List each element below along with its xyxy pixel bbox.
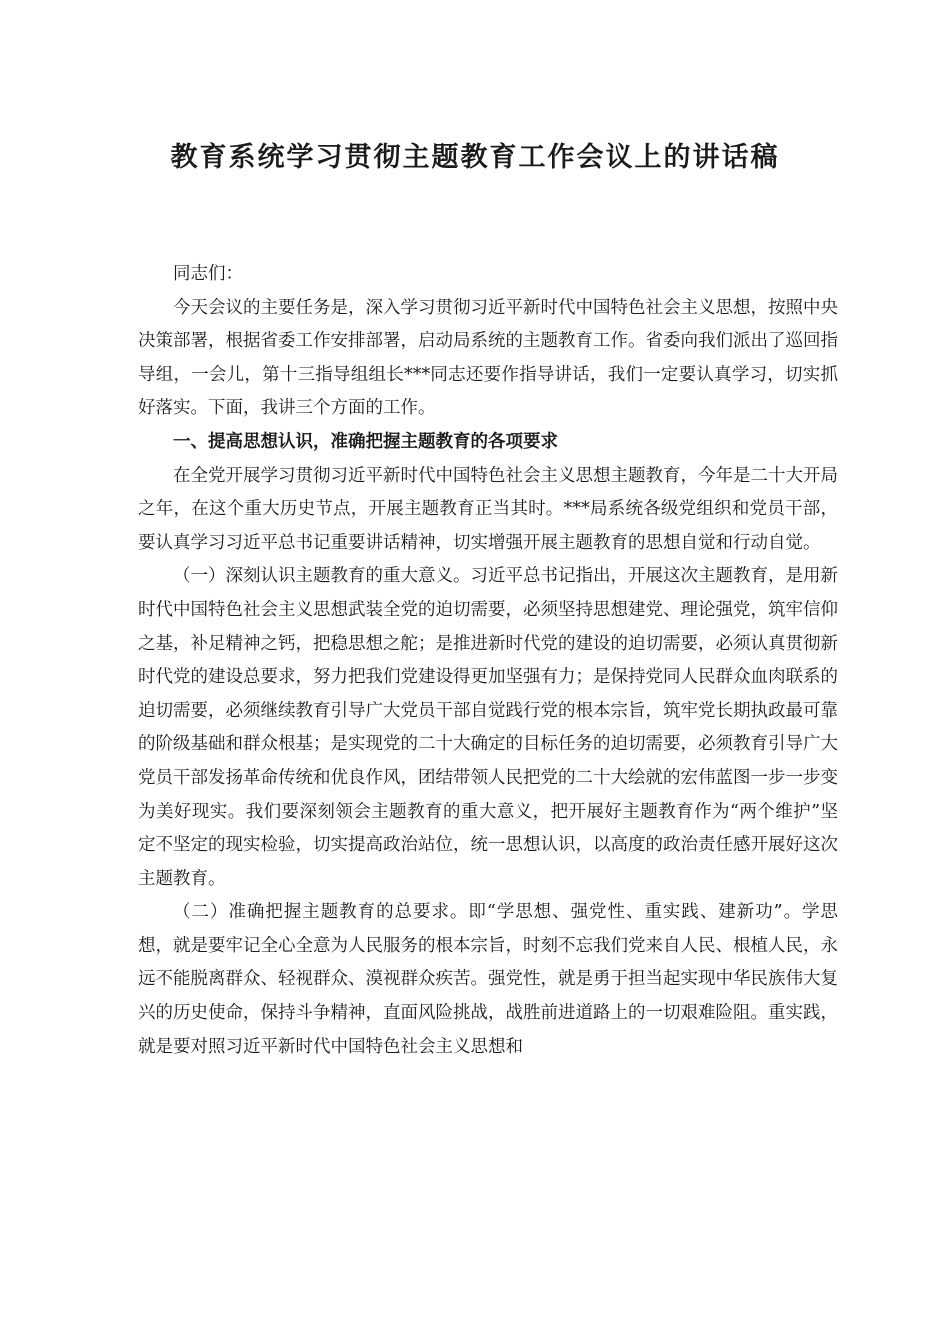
body-paragraph: （一）深刻认识主题教育的重大意义。习近平总书记指出，开展这次主题教育，是用新时代中国特色社会主义思想武装全党的迫切需要，必须坚持思想建党、理论强党，筑牢信仰之基，补足精神之钙，把稳思想之舵；是推进新时代党的建设的迫切需要，必须认真贯彻新时代党的建设总要求，努力把我们党建设得更加坚强有力；是保持党同人民群众血肉联系的迫切需要，必须继续教育引导广大党员干部自觉践行党的根本宗旨，筑牢党长期执政最可靠的阶级基础和群众根基；是实现党的二十大确定的目标任务的迫切需要，必须教育引导广大党员干部发扬革命传统和优良作风，团结带领人民把党的二十大绘就的宏伟蓝图一步一步变为美好现实。我们要深刻领会主题教育的重大意义，把开展好主题教育作为“两个维护”坚定不坚定的现实检验，切实提高政治站位，统一思想认识，以高度的政治责任感开展好这次主题教育。: [138, 566, 838, 889]
body-paragraph: 今天会议的主要任务是，深入学习贯彻习近平新时代中国特色社会主义思想，按照中央决策部署，根据省委工作安排部署，启动局系统的主题教育工作。省委向我们派出了巡回指导组，一会儿，第十三指导组组长***同志还要作指导讲话，我们一定要认真学习，切实抓好落实。下面，我讲三个方面的工作。: [138, 297, 838, 419]
document-body: [138, 258, 838, 1064]
section-heading: 一、提高思想认识，准确把握主题教育的各项要求: [173, 431, 558, 452]
salutation: 同志们：: [173, 264, 243, 284]
document-title: 教育系统学习贯彻主题教育工作会议上的讲话稿: [170, 142, 780, 173]
body-paragraph: 在全党开展学习贯彻习近平新时代中国特色社会主义思想主题教育，今年是二十大开局之年，在这个重大历史节点，开展主题教育正当其时。***局系统各级党组织和党员干部，要认真学习习近平总书记重要讲话精神，切实增强开展主题教育的思想自觉和行动自觉。: [138, 465, 838, 553]
body-paragraph: （二）准确把握主题教育的总要求。即“学思想、强党性、重实践、建新功”。学思想，就是要牢记全心全意为人民服务的根本宗旨，时刻不忘我们党来自人民、根植人民，永远不能脱离群众、轻视群众、漠视群众疾苦。强党性，就是勇于担当起实现中华民族伟大复兴的历史使命，保持斗争精神，直面风险挑战，战胜前进道路上的一切艰难险阻。重实践，就是要对照习近平新时代中国特色社会主义思想和: [138, 902, 838, 1057]
